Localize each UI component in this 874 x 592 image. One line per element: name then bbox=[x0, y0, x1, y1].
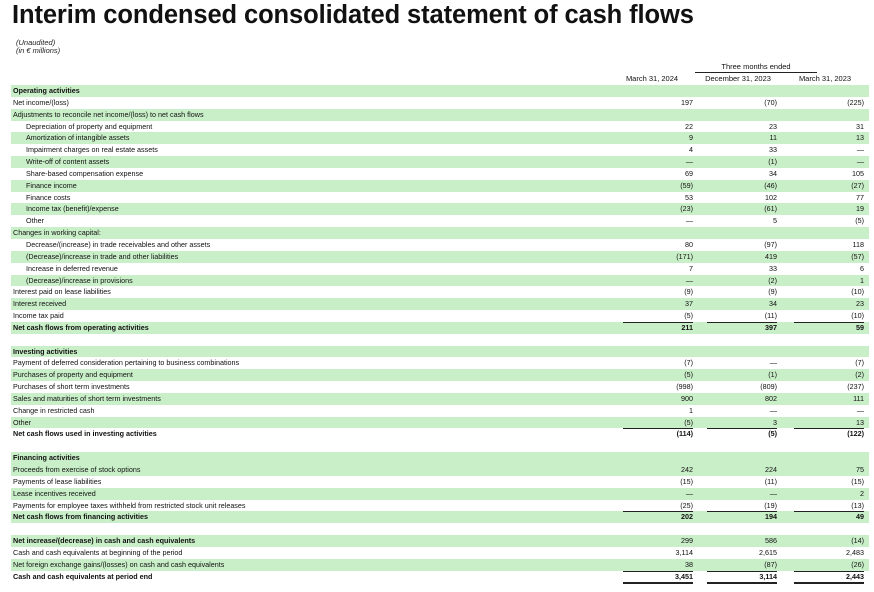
row-label: Finance income bbox=[26, 180, 77, 190]
table-row bbox=[11, 97, 869, 109]
row-label: Sales and maturities of short term investments bbox=[13, 393, 161, 403]
cell-value: 37 bbox=[685, 299, 693, 309]
table-row bbox=[11, 369, 869, 381]
row-label: Cash and cash equivalents at beginning of the period bbox=[13, 547, 183, 557]
cell-value: 299 bbox=[681, 536, 693, 546]
table-row bbox=[11, 381, 869, 393]
table-row bbox=[11, 476, 869, 488]
cell-value: (70) bbox=[764, 97, 777, 107]
cell-value: 242 bbox=[681, 465, 693, 474]
cell-value: (225) bbox=[847, 97, 864, 107]
row-label: Other bbox=[26, 216, 44, 226]
cell-value: 3 bbox=[773, 417, 777, 427]
cell-value: 1 bbox=[860, 275, 864, 285]
row-label: Net cash flows from financing activities bbox=[13, 512, 148, 522]
row-label: Other bbox=[13, 417, 31, 427]
total-cell-3 bbox=[794, 571, 864, 585]
cell-value: (5) bbox=[855, 216, 864, 226]
cell-value: (59) bbox=[680, 180, 693, 190]
row-label: Cash and cash equivalents at period end bbox=[13, 571, 153, 581]
table-row bbox=[11, 346, 869, 358]
row-label: Impairment charges on real estate assets bbox=[26, 145, 158, 155]
cell-value: (9) bbox=[684, 287, 693, 297]
cell-value: 802 bbox=[765, 393, 777, 403]
total-cell-3 bbox=[794, 428, 864, 440]
table-row bbox=[11, 357, 869, 369]
cell-value: (46) bbox=[764, 180, 777, 190]
table-row bbox=[11, 251, 869, 263]
total-row bbox=[11, 571, 869, 583]
table-row bbox=[11, 180, 869, 192]
row-label: Write-off of content assets bbox=[26, 157, 110, 167]
cell-value: 33 bbox=[769, 145, 777, 155]
row-label: Payments for employee taxes withheld from restricted stock unit releases bbox=[13, 500, 246, 510]
cell-value: 34 bbox=[769, 299, 777, 309]
column-header-q1-2024: March 31, 2024 bbox=[625, 74, 679, 83]
cell-value: (809) bbox=[760, 382, 777, 392]
page-title: Interim condensed consolidated statement of cash flows bbox=[12, 1, 694, 29]
cell-value: 6 bbox=[860, 263, 864, 273]
table-row bbox=[11, 85, 869, 97]
cell-value: (998) bbox=[676, 382, 693, 392]
cell-value: 31 bbox=[856, 121, 864, 131]
table-row bbox=[11, 417, 869, 429]
row-label: Amortization of intangible assets bbox=[26, 133, 130, 143]
table-row bbox=[11, 132, 869, 144]
cell-value: 419 bbox=[765, 251, 777, 261]
cell-value: (11) bbox=[764, 476, 777, 486]
row-label: Interest received bbox=[13, 299, 67, 309]
row-label: Net income/(loss) bbox=[13, 97, 69, 107]
cell-value: (5) bbox=[684, 370, 693, 380]
period-group-header: Three months ended bbox=[721, 62, 791, 71]
row-label: Net cash flows used in investing activities bbox=[13, 429, 157, 439]
cell-value: (10) bbox=[851, 311, 864, 321]
column-header-q4-2023: December 31, 2023 bbox=[705, 74, 771, 83]
cell-value: 53 bbox=[685, 192, 693, 202]
table-row bbox=[11, 215, 869, 227]
row-label: Payment of deferred consideration pertaining to business combinations bbox=[13, 358, 240, 368]
total-cell-3 bbox=[794, 511, 864, 523]
cell-value: (15) bbox=[680, 476, 693, 486]
table-row bbox=[11, 464, 869, 476]
cell-value: 11 bbox=[769, 133, 777, 143]
cell-value: 34 bbox=[769, 168, 777, 178]
unaudited-note: (Unaudited) bbox=[16, 38, 56, 47]
total-row bbox=[11, 428, 869, 440]
total-cell-1 bbox=[623, 322, 693, 334]
row-label: Purchases of short term investments bbox=[13, 382, 130, 392]
cell-value: (61) bbox=[764, 204, 777, 214]
row-label: Finance costs bbox=[26, 192, 71, 202]
cell-value: 22 bbox=[685, 121, 693, 131]
cell-value: (15) bbox=[851, 476, 864, 486]
cell-value: 102 bbox=[765, 192, 777, 202]
table-row bbox=[11, 393, 869, 405]
table-row bbox=[11, 275, 869, 287]
cell-value: — bbox=[769, 405, 777, 415]
cell-value: 1 bbox=[689, 405, 693, 415]
cell-value: (10) bbox=[851, 287, 864, 297]
row-label: (Decrease)/increase in provisions bbox=[26, 275, 133, 285]
cell-value: 23 bbox=[769, 121, 777, 131]
cell-value: (5) bbox=[768, 429, 777, 439]
table-row bbox=[11, 192, 869, 204]
row-label: Share-based compensation expense bbox=[26, 168, 144, 178]
cell-value: — bbox=[769, 358, 777, 368]
table-row bbox=[11, 310, 869, 322]
spacer-row bbox=[11, 523, 869, 535]
cell-value: (122) bbox=[847, 429, 864, 439]
table-row bbox=[11, 144, 869, 156]
total-cell-3 bbox=[794, 322, 864, 334]
row-label: Increase in deferred revenue bbox=[26, 263, 118, 273]
table-row bbox=[11, 488, 869, 500]
cell-value: (5) bbox=[684, 311, 693, 321]
cell-value: — bbox=[685, 488, 693, 498]
cell-value: 224 bbox=[765, 465, 777, 474]
cell-value: (9) bbox=[768, 287, 777, 297]
total-row bbox=[11, 322, 869, 334]
row-label: Interest paid on lease liabilities bbox=[13, 287, 111, 297]
cell-value: 5 bbox=[773, 216, 777, 226]
table-row bbox=[11, 547, 869, 559]
table-row bbox=[11, 263, 869, 275]
cell-value: 2,443 bbox=[846, 571, 864, 581]
table-row bbox=[11, 227, 869, 239]
row-label: Investing activities bbox=[13, 346, 78, 356]
cell-value: 3,114 bbox=[759, 571, 777, 581]
cash-flow-table bbox=[11, 85, 869, 582]
cell-value: (171) bbox=[676, 251, 693, 261]
row-label: Income tax paid bbox=[13, 311, 64, 321]
cell-value: (23) bbox=[680, 204, 693, 214]
cell-value: 19 bbox=[856, 204, 864, 214]
table-row bbox=[11, 168, 869, 180]
cell-value: 33 bbox=[769, 263, 777, 273]
cell-value: (7) bbox=[684, 358, 693, 368]
cell-value: (25) bbox=[680, 500, 693, 510]
table-row bbox=[11, 298, 869, 310]
row-label: Payments of lease liabilities bbox=[13, 476, 102, 486]
cell-value: (11) bbox=[764, 311, 777, 321]
total-cell-2 bbox=[707, 571, 777, 585]
row-label: Proceeds from exercise of stock options bbox=[13, 465, 141, 474]
cell-value: 586 bbox=[765, 536, 777, 546]
cell-value: 211 bbox=[681, 322, 693, 332]
cell-value: (2) bbox=[768, 275, 777, 285]
cell-value: — bbox=[856, 157, 864, 167]
cell-value: 202 bbox=[681, 512, 693, 522]
table-row bbox=[11, 156, 869, 168]
row-label: Operating activities bbox=[13, 86, 80, 95]
cell-value: 13 bbox=[856, 417, 864, 427]
cell-value: 3,451 bbox=[675, 571, 693, 581]
cell-value: 2 bbox=[860, 488, 864, 498]
row-label: (Decrease)/increase in trade and other liabilities bbox=[26, 251, 179, 261]
cell-value: 77 bbox=[856, 192, 864, 202]
column-header-q1-2023: March 31, 2023 bbox=[798, 74, 852, 83]
total-cell-1 bbox=[623, 428, 693, 440]
cell-value: 49 bbox=[856, 512, 864, 522]
row-label: Lease incentives received bbox=[13, 488, 96, 498]
row-label: Purchases of property and equipment bbox=[13, 370, 133, 380]
row-label: Changes in working capital: bbox=[13, 228, 101, 238]
cell-value: (13) bbox=[851, 500, 864, 510]
cell-value: (114) bbox=[676, 429, 693, 439]
total-cell-1 bbox=[623, 511, 693, 523]
cell-value: 2,483 bbox=[846, 547, 864, 557]
cell-value: 111 bbox=[853, 393, 864, 403]
cell-value: (14) bbox=[851, 536, 864, 546]
cell-value: — bbox=[685, 157, 693, 167]
table-row bbox=[11, 121, 869, 133]
cell-value: 4 bbox=[689, 145, 693, 155]
cell-value: 118 bbox=[852, 239, 864, 249]
total-cell-2 bbox=[707, 511, 777, 523]
cell-value: 13 bbox=[856, 133, 864, 143]
cell-value: (19) bbox=[764, 500, 777, 510]
cell-value: (87) bbox=[764, 559, 777, 569]
cell-value: 3,114 bbox=[675, 547, 693, 557]
period-group-underline bbox=[695, 72, 817, 73]
row-label: Depreciation of property and equipment bbox=[26, 121, 153, 131]
total-cell-2 bbox=[707, 428, 777, 440]
spacer-row bbox=[11, 334, 869, 346]
cell-value: (5) bbox=[684, 417, 693, 427]
cell-value: (2) bbox=[855, 370, 864, 380]
total-row bbox=[11, 511, 869, 523]
cell-value: 75 bbox=[856, 465, 864, 474]
cell-value: 80 bbox=[685, 239, 693, 249]
cell-value: (1) bbox=[768, 157, 777, 167]
cell-value: 59 bbox=[856, 322, 864, 332]
cell-value: 194 bbox=[765, 512, 777, 522]
cell-value: (57) bbox=[851, 251, 864, 261]
cell-value: 197 bbox=[681, 97, 693, 107]
table-row bbox=[11, 239, 869, 251]
table-row bbox=[11, 405, 869, 417]
cell-value: 7 bbox=[689, 263, 693, 273]
row-label: Adjustments to reconcile net income/(loss) to net cash flows bbox=[13, 109, 204, 119]
cell-value: — bbox=[685, 216, 693, 226]
cell-value: (27) bbox=[851, 180, 864, 190]
cell-value: (7) bbox=[855, 358, 864, 368]
cell-value: — bbox=[769, 488, 777, 498]
cell-value: (1) bbox=[768, 370, 777, 380]
cell-value: 23 bbox=[856, 299, 864, 309]
cell-value: — bbox=[685, 275, 693, 285]
total-cell-2 bbox=[707, 322, 777, 334]
row-label: Income tax (benefit)/expense bbox=[26, 204, 119, 214]
cell-value: 2,615 bbox=[759, 547, 777, 557]
table-row bbox=[11, 109, 869, 121]
table-row bbox=[11, 535, 869, 547]
row-label: Net increase/(decrease) in cash and cash equivalents bbox=[13, 536, 196, 546]
cell-value: (97) bbox=[764, 239, 777, 249]
cell-value: 69 bbox=[685, 168, 693, 178]
table-row bbox=[11, 452, 869, 464]
table-row bbox=[11, 500, 869, 512]
cell-value: 397 bbox=[765, 322, 777, 332]
units-note: (in € millions) bbox=[16, 46, 61, 55]
cell-value: 105 bbox=[852, 168, 864, 178]
table-row bbox=[11, 203, 869, 215]
table-row bbox=[11, 286, 869, 298]
table-row bbox=[11, 559, 869, 571]
row-label: Financing activities bbox=[13, 453, 80, 463]
cell-value: 38 bbox=[685, 559, 693, 569]
cell-value: — bbox=[856, 145, 864, 155]
spacer-row bbox=[11, 440, 869, 452]
cell-value: 9 bbox=[689, 133, 693, 143]
total-cell-1 bbox=[623, 571, 693, 585]
row-label: Change in restricted cash bbox=[13, 405, 95, 415]
row-label: Net cash flows from operating activities bbox=[13, 322, 149, 332]
cell-value: 900 bbox=[681, 393, 693, 403]
row-label: Decrease/(increase) in trade receivables and other assets bbox=[26, 239, 211, 249]
row-label: Net foreign exchange gains/(losses) on cash and cash equivalents bbox=[13, 559, 225, 569]
cell-value: (237) bbox=[847, 382, 864, 392]
cell-value: — bbox=[856, 405, 864, 415]
cell-value: (26) bbox=[851, 559, 864, 569]
